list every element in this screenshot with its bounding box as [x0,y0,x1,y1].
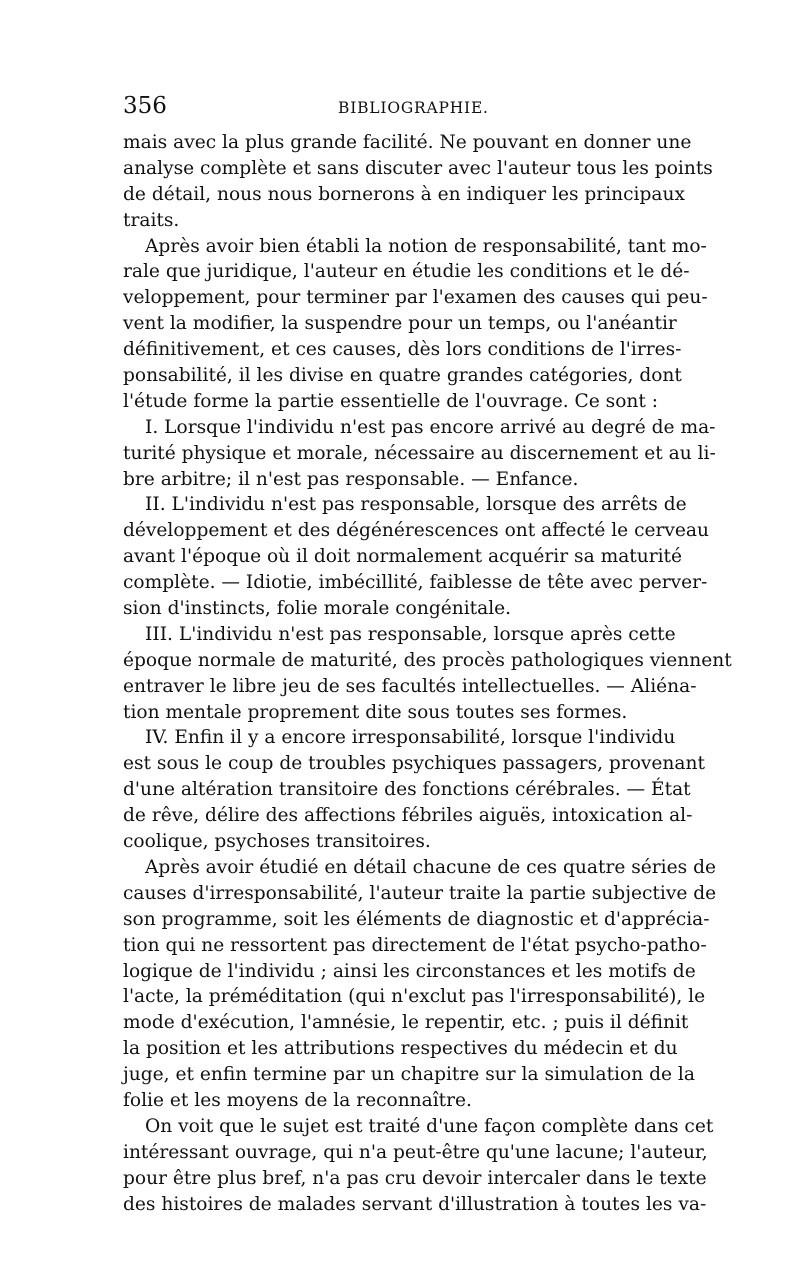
text-line: juge, et enfin termine par un chapitre sur la simulation de la [123,1064,695,1086]
text-line: l'acte, la préméditation (qui n'exclut pas l'irresponsabilité), le [123,986,706,1008]
text-line: ponsabilité, il les divise en quatre grandes catégories, dont [123,365,682,387]
text-line: pour être plus bref, n'a pas cru devoir intercaler dans le texte [123,1167,707,1189]
text-line: rale que juridique, l'auteur en étudie les conditions et le dé- [123,261,690,283]
text-line: analyse complète et sans discuter avec l'auteur tous les points [123,157,713,179]
text-line: On voit que le sujet est traité d'une façon complète dans cet [145,1115,714,1137]
text-line: Après avoir étudié en détail chacune de ces quatre séries de [145,856,716,878]
text-line: définitivement, et ces causes, dès lors conditions de l'irres- [123,339,682,361]
text-line: bre arbitre; il n'est pas responsable. — Enfance. [123,468,579,490]
text-line: est sous le coup de troubles psychiques passagers, provenant [123,753,705,775]
text-line: des histoires de malades servant d'illustration à toutes les va- [123,1193,707,1215]
text-line: mais avec la plus grande facilité. Ne pouvant en donner une [123,132,692,153]
text-line: II. L'individu n'est pas responsable, lorsque des arrêts de [145,494,687,516]
text-line: sion d'instincts, folie morale congénitale. [123,598,512,620]
page-number: 356 [123,93,167,119]
text-line: IV. Enfin il y a encore irresponsabilité, lorsque l'individu [145,727,676,749]
text-line: folie et les moyens de la reconnaître. [123,1089,472,1111]
text-line: développement et des dégénérescences ont affecté le cerveau [123,520,709,542]
text-line: tion qui ne ressortent pas directement de l'état psycho-patho- [123,934,707,956]
text-line: d'une altération transitoire des fonctions cérébrales. — État [123,779,691,801]
text-line: Après avoir bien établi la notion de responsabilité, tant mo- [145,235,707,257]
text-line: causes d'irresponsabilité, l'auteur traite la partie subjective de [123,882,717,904]
body-text [123,130,732,1217]
text-line: traits. [123,209,180,231]
text-line: de détail, nous nous bornerons à en indiquer les principaux [123,183,685,205]
text-line: vent la modifier, la suspendre pour un temps, ou l'anéantir [123,313,677,335]
text-line: coolique, psychoses transitoires. [123,831,431,853]
text-line: complète. — Idiotie, imbécillité, faiblesse de tête avec perver- [123,572,708,594]
running-head: BIBLIOGRAPHIE. [338,99,489,117]
text-line: I. Lorsque l'individu n'est pas encore arrivé au degré de ma- [145,416,716,438]
text-line: veloppement, pour terminer par l'examen des causes qui peu- [123,287,708,309]
text-line: la position et les attributions respectives du médecin et du [123,1038,678,1060]
text-line: son programme, soit les éléments de diagnostic et d'apprécia- [123,908,710,930]
text-line: de rêve, délire des affections fébriles aiguës, intoxication al- [123,805,693,827]
text-line: turité physique et morale, nécessaire au discernement et au li- [123,442,716,464]
text-line: entraver le libre jeu de ses facultés intellectuelles. — Aliéna- [123,675,697,697]
text-line: mode d'exécution, l'amnésie, le repentir, etc. ; puis il définit [123,1012,689,1034]
text-line: III. L'individu n'est pas responsable, lorsque après cette [145,623,676,645]
text-line: avant l'époque où il doit normalement acquérir sa maturité [123,546,683,568]
text-line: logique de l'individu ; ainsi les circonstances et les motifs de [123,960,696,982]
text-line: époque normale de maturité, des procès pathologiques viennent [123,649,732,671]
text-line: intéressant ouvrage, qui n'a peut-être qu'une lacune; l'auteur, [123,1141,708,1163]
text-line: tion mentale proprement dite sous toutes ses formes. [123,701,628,723]
text-line: l'étude forme la partie essentielle de l'ouvrage. Ce sont : [123,390,659,412]
